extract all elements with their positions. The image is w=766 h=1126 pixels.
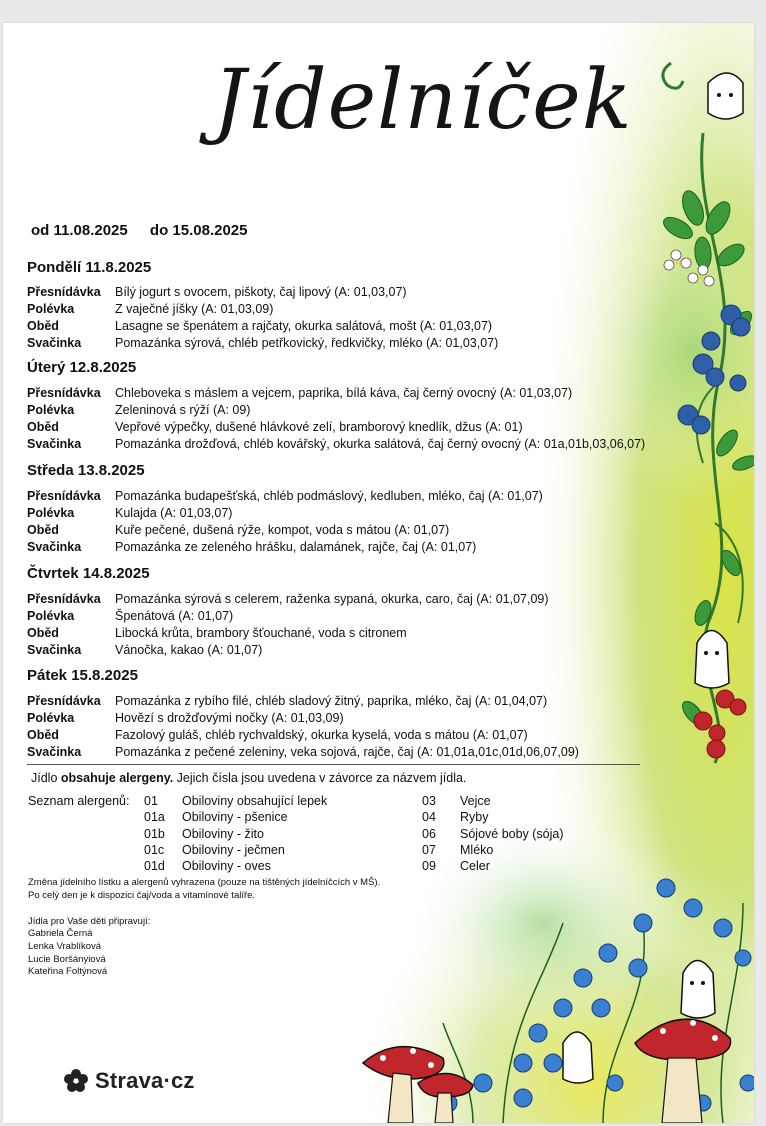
meal-text: Pomazánka z rybího filé, chléb sladový žitný, paprika, mléko, čaj (A: 01,04,07) <box>115 694 548 708</box>
allergen-code: 06 <box>422 826 436 841</box>
meal-row <box>27 489 543 504</box>
meal-row <box>27 711 344 726</box>
meal-text: Pomazánka sýrová, chléb petřkovický, ředkvičky, mléko (A: 01,03,07) <box>115 336 499 350</box>
allergen-name: Obiloviny - ječmen <box>182 842 285 857</box>
meal-text: Pomazánka ze zeleného hrášku, dalamánek, rajče, čaj (A: 01,07) <box>115 540 477 554</box>
meal-label: Svačinka <box>27 643 82 657</box>
meal-text: Zeleninová s rýží (A: 09) <box>115 403 251 417</box>
meal-text: Pomazánka drožďová, chléb kovářský, okurka salátová, čaj černý ovocný (A: 01a,01b,03,06,07) <box>115 437 646 451</box>
date-to: do 15.08.2025 <box>149 222 248 239</box>
disclaimer-line: Změna jídelního lístku a alergenů vyhrazena (pouze na tištěných jídelníčcích v MŠ). <box>28 877 381 888</box>
meal-row <box>27 506 232 521</box>
meal-label: Polévka <box>27 711 75 725</box>
meal-label: Oběd <box>27 319 59 333</box>
cook-name: Gabriela Černá <box>28 928 93 939</box>
meal-text: Pomazánka budapešťská, chléb podmáslový, kedluben, mléko, čaj (A: 01,07) <box>115 489 543 503</box>
allergen-note-suffix: Jejich čísla jsou uvedena v závorce za názvem jídla. <box>173 771 467 785</box>
day-heading: Pátek 15.8.2025 <box>27 667 138 684</box>
day-heading: Úterý 12.8.2025 <box>27 359 137 376</box>
meal-text: Bílý jogurt s ovocem, piškoty, čaj lipový (A: 01,03,07) <box>115 285 407 299</box>
meal-row <box>27 745 579 760</box>
allergen-code: 04 <box>422 810 436 825</box>
date-range <box>31 222 266 239</box>
day-heading: Čtvrtek 14.8.2025 <box>27 565 150 582</box>
allergen-name: Obiloviny obsahující lepek <box>182 794 328 808</box>
meal-text: Pomazánka sýrová s celerem, raženka sypaná, okurka, caro, čaj (A: 01,07,09) <box>115 592 549 606</box>
meal-row <box>27 437 645 452</box>
meal-row <box>27 319 492 334</box>
meal-row <box>27 420 523 435</box>
allergen-code: 01a <box>144 810 165 825</box>
allergen-note <box>31 771 466 785</box>
meal-row <box>27 609 233 624</box>
meal-label: Polévka <box>27 403 75 417</box>
allergen-code: 01b <box>144 826 165 841</box>
meal-text: Lasagne se špenátem a rajčaty, okurka salátová, mošt (A: 01,03,07) <box>115 319 493 333</box>
allergen-note-bold: obsahuje alergeny. <box>60 771 174 785</box>
allergen-code: 01d <box>144 859 165 874</box>
meal-row <box>27 403 250 418</box>
allergen-codes-left <box>144 793 165 874</box>
disclaimer-line: Po celý den je k dispozici čaj/voda a vitamínové talíře. <box>28 890 256 901</box>
meal-row <box>27 386 572 401</box>
meal-row <box>27 728 528 743</box>
allergen-name: Ryby <box>460 810 489 825</box>
meal-label: Svačinka <box>27 745 82 759</box>
meal-row <box>27 626 407 641</box>
meal-text: Vepřové výpečky, dušené hlávkové zelí, bramborový knedlík, džus (A: 01) <box>115 420 523 434</box>
meal-text: Pomazánka z pečené zeleniny, veka sojová, rajče, čaj (A: 01,01a,01c,01d,06,07,09) <box>115 745 579 759</box>
day-heading: Středa 13.8.2025 <box>27 462 145 479</box>
meal-text: Z vaječné jíšky (A: 01,03,09) <box>115 302 274 316</box>
meal-row <box>27 285 407 300</box>
meal-text: Fazolový guláš, chléb rychvaldský, okurka kyselá, voda s mátou (A: 01,07) <box>115 728 528 742</box>
meal-row <box>27 523 449 538</box>
prepared-by-label: Jídla pro Vaše děti připravují: <box>28 916 151 927</box>
meal-text: Kuře pečené, dušená rýže, kompot, voda s mátou (A: 01,07) <box>115 523 450 537</box>
meal-label: Polévka <box>27 302 75 316</box>
meal-label: Svačinka <box>27 437 82 451</box>
meal-label: Oběd <box>27 523 59 537</box>
allergen-name: Celer <box>460 859 490 874</box>
allergen-code: 09 <box>422 859 436 874</box>
meal-row <box>27 540 476 555</box>
allergen-name: Mléko <box>460 842 494 857</box>
meal-label: Polévka <box>27 609 75 623</box>
strava-logo <box>63 1068 195 1094</box>
meal-label: Oběd <box>27 420 59 434</box>
meal-row <box>27 694 547 709</box>
menu-title: Jídelníček <box>213 53 633 148</box>
cook-name: Lenka Vrablíková <box>28 941 102 952</box>
meal-row <box>27 336 498 351</box>
allergen-code: 01 <box>144 794 158 808</box>
allergen-list-label: Seznam alergenů: <box>28 794 130 808</box>
allergen-code: 07 <box>422 842 436 857</box>
meal-text: Chleboveka s máslem a vejcem, paprika, bílá káva, čaj černý ovocný (A: 01,03,07) <box>115 386 573 400</box>
divider <box>27 764 640 765</box>
allergen-name: Obiloviny - žito <box>182 826 264 841</box>
meal-text: Libocká krůta, brambory šťouchané, voda s citronem <box>115 626 407 640</box>
day-heading: Pondělí 11.8.2025 <box>27 259 152 276</box>
meal-row <box>27 643 262 658</box>
meal-label: Svačinka <box>27 336 82 350</box>
allergen-name: Sójové boby (sója) <box>460 826 564 841</box>
cook-name: Lucie Boršányiová <box>28 954 106 965</box>
meal-text: Špenátová (A: 01,07) <box>115 609 234 623</box>
allergen-note-prefix: Jídlo <box>31 771 61 785</box>
meal-label: Oběd <box>27 626 59 640</box>
meal-text: Hovězí s drožďovými nočky (A: 01,03,09) <box>115 711 344 725</box>
allergen-code: 03 <box>422 794 436 808</box>
meal-label: Přesnídávka <box>27 285 101 299</box>
allergen-names-left <box>182 793 327 874</box>
allergen-name: Obiloviny - pšenice <box>182 810 288 825</box>
meal-text: Vánočka, kakao (A: 01,07) <box>115 643 263 657</box>
allergen-names-right <box>460 793 564 874</box>
flower-logo-icon <box>63 1068 89 1094</box>
allergen-name: Vejce <box>460 794 491 808</box>
meal-label: Přesnídávka <box>27 592 101 606</box>
cook-name: Kateřina Foltýnová <box>28 966 108 977</box>
menu-sheet <box>3 23 754 1123</box>
date-from: od 11.08.2025 <box>31 222 128 239</box>
allergen-codes-right <box>422 793 436 874</box>
meal-label: Přesnídávka <box>27 489 101 503</box>
meal-row <box>27 592 549 607</box>
allergen-name: Obiloviny - oves <box>182 859 271 874</box>
meal-label: Polévka <box>27 506 75 520</box>
meal-row <box>27 302 273 317</box>
meal-label: Svačinka <box>27 540 82 554</box>
meal-label: Oběd <box>27 728 59 742</box>
meal-label: Přesnídávka <box>27 386 101 400</box>
meal-label: Přesnídávka <box>27 694 101 708</box>
allergen-code: 01c <box>144 842 165 857</box>
meal-text: Kulajda (A: 01,03,07) <box>115 506 233 520</box>
brand-name: Strava·cz <box>95 1068 195 1093</box>
